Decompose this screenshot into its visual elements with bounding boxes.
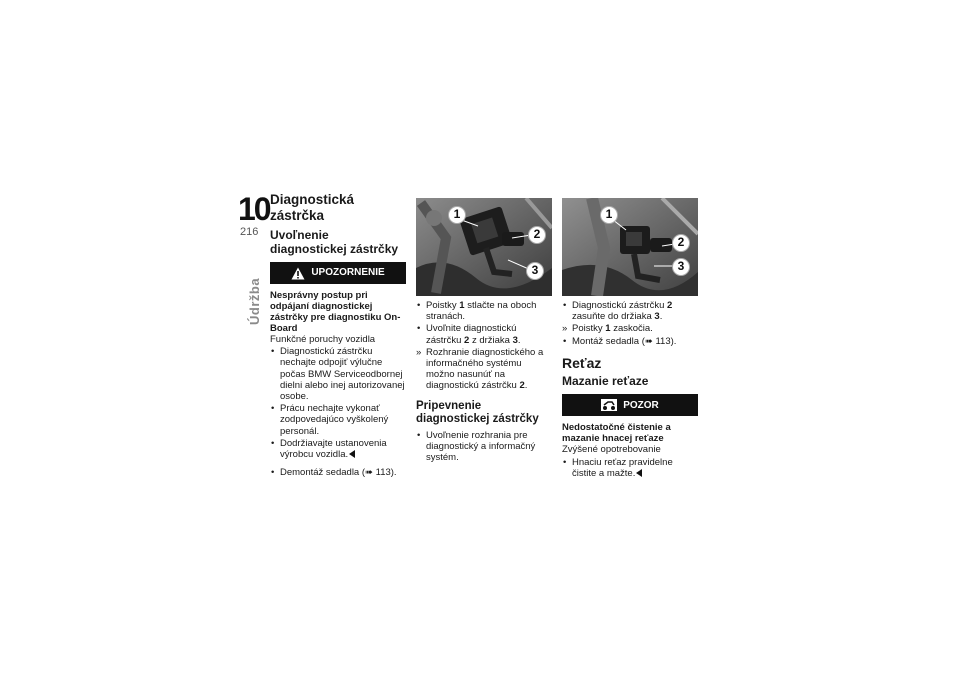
list-item: • Diagnostickú zástrčku 2 zasuňte do držiaka 3. [562,300,698,322]
end-mark-icon [636,469,642,477]
section-title: Reťaz [562,354,602,371]
caution-text: Zvýšené opotrebovanie [562,444,661,456]
caution-banner [562,394,698,416]
list-item: • Demontáž sedadla (➠ 113). [270,467,406,478]
column-3 [562,198,698,480]
list-item: » Rozhranie diagnostického a informačného systému možno nasunúť na diagnostickú zástrčku 2. [416,347,552,392]
end-mark-icon [349,450,355,458]
page-number: 216 [240,226,259,238]
list-item: » Poistky 1 zaskočia. [562,323,698,334]
warning-text: Funkčné poruchy vozidla [270,334,376,345]
motorcycle-caution-icon [601,399,617,411]
list-item: • Uvoľnenie rozhrania pre diagnostický a informačný systém. [416,430,552,464]
list-item: • Dodržiavajte ustanovenia výrobcu vozidla. [270,438,406,460]
warning-label: UPOZORNENIE [311,267,385,279]
list-item: • Montáž sedadla (➠ 113). [562,336,698,347]
diagnostic-plug-holder-figure [562,198,698,296]
caution-label: POZOR [623,399,659,411]
step-list [562,300,698,347]
column-1 [270,192,406,479]
warning-triangle-icon [291,267,305,280]
list-item: • Poistky 1 stlačte na oboch stranách. [416,300,552,322]
column-2 [416,198,552,464]
figure-callout: 1 [600,206,618,224]
warning-heading: Nesprávny postup pri odpájaní diagnostickej zástrčky pre diagnostiku On-Board [270,290,401,334]
figure-callout: 1 [448,206,466,224]
chapter-number: 10 [238,191,270,227]
chapter-title: Údržba [247,277,262,325]
section-title: Diagnostická zástrčka [270,192,355,223]
warning-list [270,346,406,460]
diagnostic-plug-figure [416,198,552,296]
step-list [270,467,406,478]
caution-heading: Nedostatočné čistenie a mazanie hnacej reťaze [562,422,671,445]
list-item: • Hnaciu reťaz pravidelne čistite a mažte. [562,457,698,479]
section-title: Pripevnenie diagnostickej zástrčky [416,399,539,426]
list-item: • Prácu nechajte vykonať zodpovedajúco vyškolený personál. [270,403,406,437]
subsection-title: Mazanie reťaze [562,373,649,388]
list-item: • Uvoľnite diagnostickú zástrčku 2 z držiaka 3. [416,323,552,345]
step-list [416,300,552,392]
subsection-title: Uvoľnenie diagnostickej zástrčky [270,228,399,256]
step-list [416,430,552,464]
figure-callout: 3 [526,262,544,280]
figure-callout: 2 [672,234,690,252]
figure-callout: 3 [672,258,690,276]
figure-callout: 2 [528,226,546,244]
caution-list [562,457,698,479]
warning-banner [270,262,406,284]
list-item: • Diagnostickú zástrčku nechajte odpojiť výlučne počas BMW Serviceodbornej dielni alebo inej autorizovanej osobe. [270,346,406,402]
